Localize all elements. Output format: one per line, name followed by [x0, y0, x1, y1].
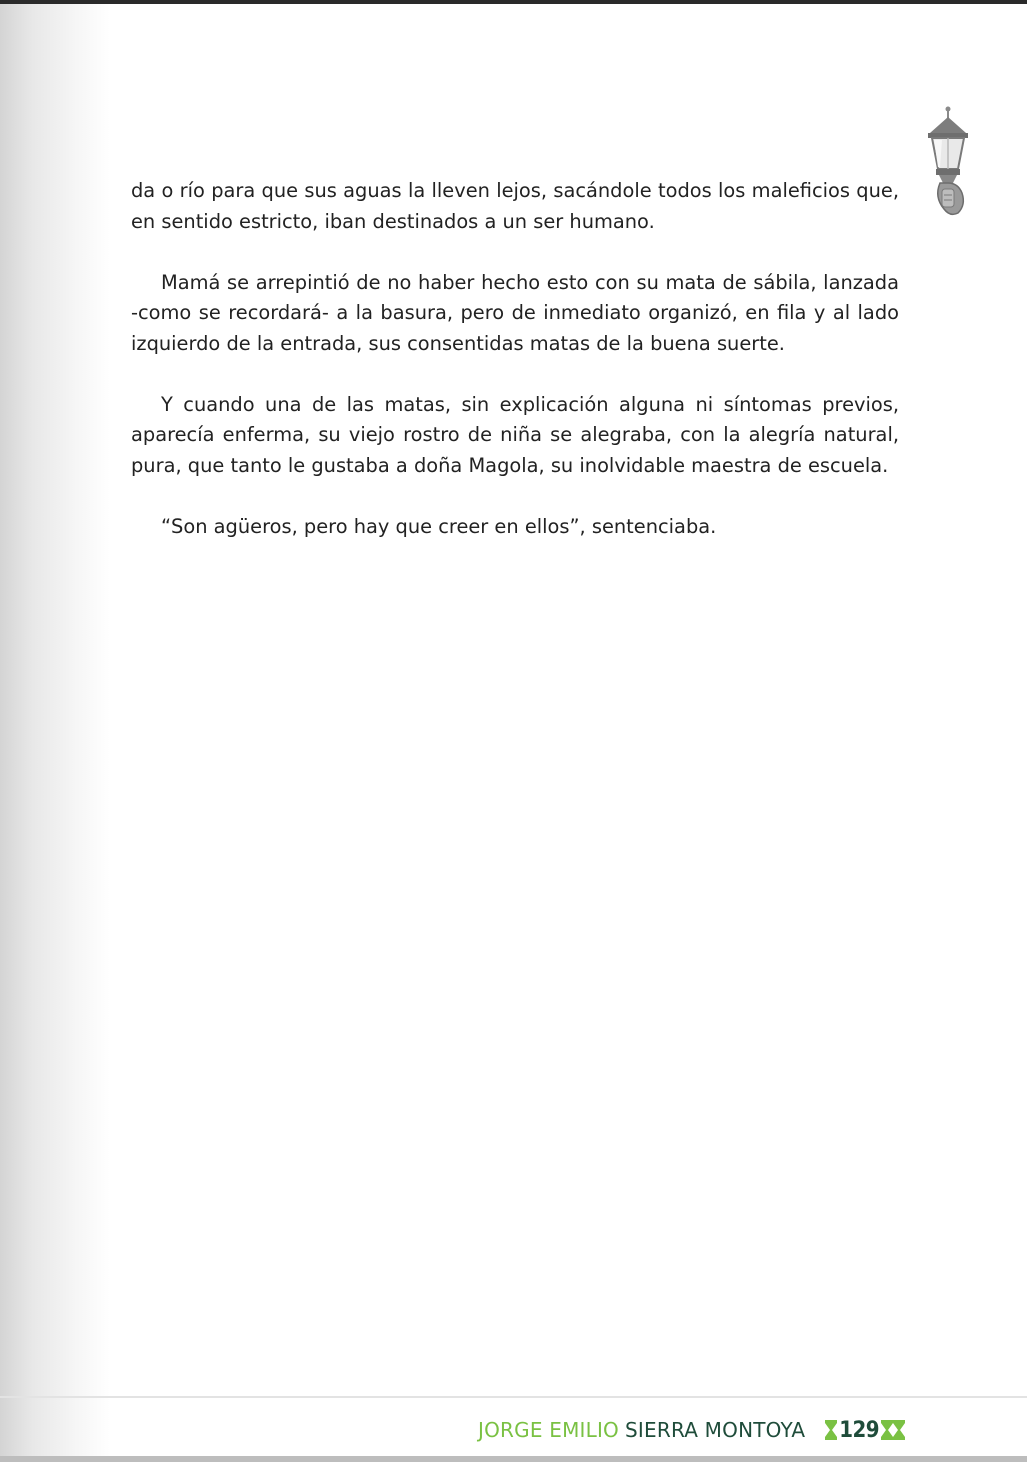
body-text: [131, 176, 899, 573]
author-first-name: JORGE EMILIO: [478, 1418, 620, 1442]
top-edge: [0, 0, 1027, 4]
footer-divider: [0, 1396, 1027, 1398]
paragraph: “Son agüeros, pero hay que creer en ellos”, sentenciaba.: [161, 514, 717, 538]
page-footer: [478, 1414, 905, 1446]
page-number: 129: [839, 1417, 880, 1443]
paragraph: Mamá se arrepintió de no haber hecho esto con su mata de sábila, lanzada -como se recordará- a la basura, pero de inmediato organizó, en fila y al lado izquierdo de la entrada, sus consentidas matas de la buena suerte.: [131, 270, 899, 355]
hourglass-icon: [825, 1420, 837, 1440]
hourglass-icon: [881, 1420, 893, 1440]
wall-lantern-icon: [920, 105, 976, 225]
bottom-edge: [0, 1456, 1027, 1462]
author-last-name: SIERRA MONTOYA: [625, 1418, 806, 1442]
paragraph: da o río para que sus aguas la lleven lejos, sacándole todos los maleficios que, en sentido estricto, iban destinados a un ser humano.: [131, 179, 899, 233]
page-number-group: [825, 1418, 905, 1443]
page-gutter-shadow: [0, 4, 110, 1462]
paragraph: Y cuando una de las matas, sin explicación alguna ni síntomas previos, aparecía enferma, su viejo rostro de niña se alegraba, con la alegría natural, pura, que tanto le gustaba a doña Magola, su inolvidable maestra de escuela.: [131, 392, 899, 477]
hourglass-icon: [893, 1420, 905, 1440]
